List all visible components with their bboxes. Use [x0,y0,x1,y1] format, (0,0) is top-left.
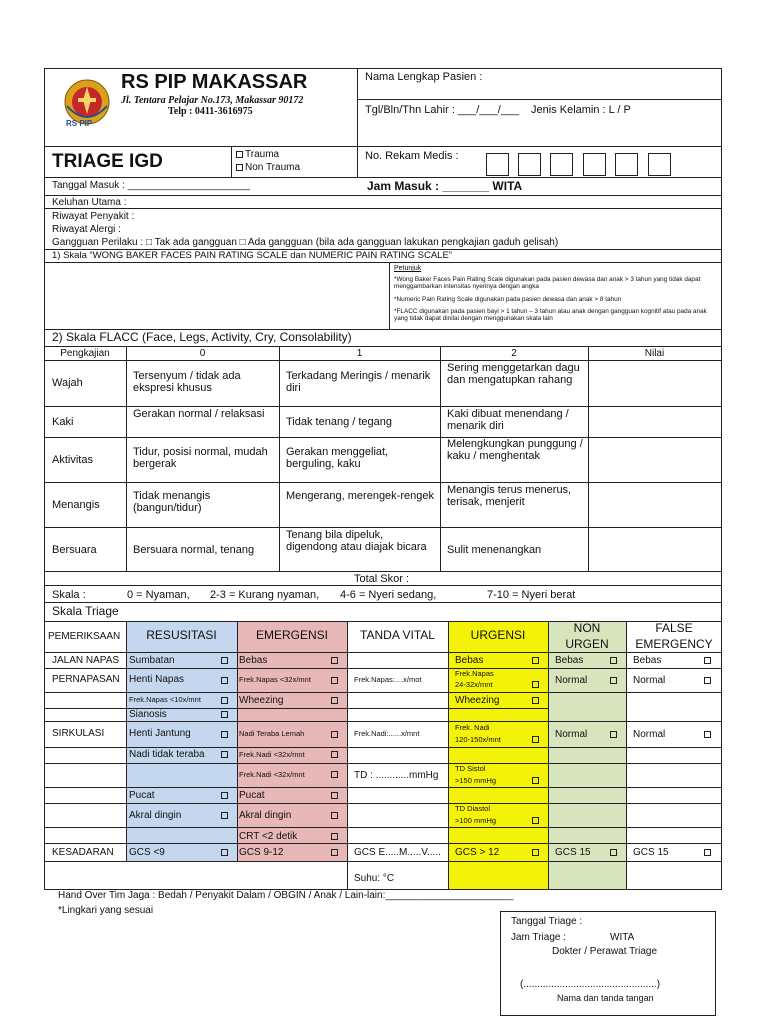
cell-bebas-e: Bebas [239,655,268,666]
cell-akral-e: Akral dingin [239,810,292,821]
jalan-napas-label: JALAN NAPAS [52,655,120,666]
cell-nadi-lemah: Nadi Teraba Lemah [239,729,305,738]
cell-normal-n: Normal [555,675,588,686]
flacc-cell: Tidak menangis (bangun/tidur) [133,490,211,515]
checkbox[interactable] [532,849,539,856]
checkbox[interactable] [331,771,338,778]
checkbox[interactable] [532,736,539,743]
flacc-cell: Bersuara normal, tenang [133,544,255,556]
skala-kurang-nyaman: 2-3 = Kurang nyaman, [210,589,320,601]
checkbox[interactable] [532,681,539,688]
checkbox[interactable] [221,677,228,684]
cell-frek-napas-e: Frek.Napas <32x/mnt [239,675,311,684]
cell-frek-nadi-e1: Frek.Nadi <32x/mnt [239,750,305,759]
hospital-phone: Telp : 0411-3616975 [168,106,253,117]
checkbox[interactable] [221,751,228,758]
hospital-address: Jl. Tentara Pelajar No.173, Makassar 90172 [121,95,304,106]
checkbox[interactable] [704,657,711,664]
cell-td-sistol-1: TD Sistol [455,764,486,773]
checkbox[interactable] [704,849,711,856]
checkbox[interactable] [331,751,338,758]
flacc-cell: Tersenyum / tidak ada ekspresi khusus [133,370,241,395]
trauma-option[interactable]: Trauma [236,149,279,160]
flacc-title: 2) Skala FLACC (Face, Legs, Activity, Cry, Consolability) [52,330,352,344]
cell-gcs-n: GCS 15 [555,847,591,858]
checkbox[interactable] [221,849,228,856]
cell-normal-f: Normal [633,675,666,686]
cell-henti-jantung: Henti Jantung [129,728,191,739]
cell-bebas-f: Bebas [633,655,662,666]
cell-frek-nadi-tv: Frek.Nadi:......x/mnt [354,729,420,738]
checkbox[interactable] [331,812,338,819]
page-title: TRIAGE IGD [52,151,163,172]
cell-gcs-e: GCS 9-12 [239,847,284,858]
handover[interactable]: Hand Over Tim Jaga : Bedah / Penyakit Dalam / OBGIN / Anak / Lain-lain:_______________________ [58,890,514,901]
flacc-row-label: Bersuara [52,544,97,556]
flacc-header-pengkajian: Pengkajian [60,348,110,359]
header-tanda-vital: TANDA VITAL [360,628,435,642]
flacc-cell: Mengerang, merengek-rengek [286,490,434,502]
mrn-box-3[interactable] [550,153,573,176]
petunjuk-label: Petunjuk [394,265,422,272]
checkbox[interactable] [221,657,228,664]
mrn-box-1[interactable] [486,153,509,176]
checkbox[interactable] [221,711,228,718]
header-urgensi: URGENSI [470,628,526,642]
skala-nyeri-sedang: 4-6 = Nyeri sedang, [340,589,437,601]
cell-frek-napas-u2: 24-32x/mnt [455,680,493,689]
flacc-cell: Tidur, posisi normal, mudah bergerak [133,446,268,471]
checkbox[interactable] [610,849,617,856]
triage-title: Skala Triage [52,604,119,618]
cell-gcs-r: GCS <9 [129,847,165,858]
skala-nyeri-berat: 7-10 = Nyeri berat [487,589,576,601]
cell-nadi-tidak: Nadi tidak teraba [129,749,205,760]
checkbox[interactable] [221,792,228,799]
sirkulasi-label: SIRKULASI [52,728,105,739]
cell-sumbatan: Sumbatan [129,655,175,666]
logo-text: RS PIP [66,119,93,128]
flacc-cell: Tidak tenang / tegang [286,416,393,428]
header-resusitasi: RESUSITASI [146,628,217,642]
wita-label: WITA [610,932,635,943]
pernapasan-label: PERNAPASAN [52,674,120,685]
cell-wheezing-u: Wheezing [455,695,500,706]
checkbox[interactable] [331,731,338,738]
checkbox[interactable] [331,677,338,684]
tanggal-triage[interactable]: Tanggal Triage : [511,916,583,927]
flacc-cell: Terkadang Meringis / menarik diri [286,370,431,395]
cell-normal-n2: Normal [555,729,588,740]
cell-suhu: Suhu: °C [354,873,395,884]
cell-gcs-u: GCS > 12 [455,847,500,858]
flacc-header-2: 2 [511,348,517,359]
tanggal-masuk[interactable]: Tanggal Masuk : ______________________ [52,180,250,191]
checkbox[interactable] [331,849,338,856]
flacc-cell: Kaki dibuat menendang / menarik diri [447,408,569,433]
checkbox[interactable] [331,657,338,664]
jam-masuk[interactable]: Jam Masuk : _______ WITA [367,179,523,193]
checkbox[interactable] [532,697,539,704]
keluhan-utama[interactable]: Keluhan Utama : [52,197,127,208]
riwayat-alergi[interactable]: Riwayat Alergi : [52,224,121,235]
header-emergensi: EMERGENSI [255,628,328,642]
checkbox[interactable] [532,777,539,784]
cell-td-tv: TD : ............mmHg [354,770,439,781]
signature-dots[interactable]: (................................................) [520,979,661,990]
cell-normal-f2: Normal [633,729,666,740]
kesadaran-label: KESADARAN [52,847,114,858]
cell-wheezing-e: Wheezing [239,695,284,706]
flacc-cell: Gerakan normal / relaksasi [133,408,265,420]
header-false-1: FALSE [655,621,693,635]
flacc-row-label: Menangis [52,499,100,511]
checkbox[interactable] [532,657,539,664]
checkbox[interactable] [704,677,711,684]
checkbox[interactable] [331,792,338,799]
patient-name-label: Nama Lengkap Pasien : [365,71,483,83]
cell-pucat-r: Pucat [129,790,155,801]
checkbox[interactable] [704,731,711,738]
header-false-2: EMERGENCY [635,637,713,651]
mrn-box-5[interactable] [615,153,638,176]
header-non-urgen-1: NON [573,621,601,635]
cell-crt: CRT <2 detik [239,831,298,842]
mrn-box-4[interactable] [583,153,606,176]
checkbox[interactable] [610,731,617,738]
cell-frek-nadi-e2: Frek.Nadi <32x/mnt [239,770,305,779]
non-trauma-checkbox[interactable] [236,164,243,171]
mrn-box-2[interactable] [518,153,541,176]
cell-td-diastol-1: TD Diastol [455,804,491,813]
dob-label: Tgl/Bln/Thn Lahir : ___/___/___ [365,104,520,116]
cell-frek-napas-r: Frek.Napas <10x/mnt [129,695,201,704]
cell-akral-r: Akral dingin [129,810,182,821]
pain-scale-title: 1) Skala “WONG BAKER FACES PAIN RATING SCALE dan NUMERIC PAIN RATING SCALE” [52,250,452,261]
cell-bebas-u: Bebas [455,655,484,666]
cell-pucat-e: Pucat [239,790,265,801]
checkbox[interactable] [221,731,228,738]
cell-td-sistol-2: >150 mmHg [455,776,497,785]
checkbox[interactable] [221,812,228,819]
gender-label: Jenis Kelamin : L / P [531,104,631,116]
lingkari-note: *Lingkari yang sesuai [58,905,154,916]
cell-frek-nadi-u2: 120-150x/mnt [455,735,501,744]
skala-nyaman: 0 = Nyaman, [127,589,190,601]
checkbox[interactable] [532,817,539,824]
cell-frek-napas-u1: Frek.Napas [455,669,494,678]
header-pemeriksaan: PEMERIKSAAN [48,631,121,642]
flacc-cell: Menangis terus menerus, terisak, menjerit [447,484,572,509]
mrn-box-6[interactable] [648,153,671,176]
flacc-row-label: Wajah [52,377,83,389]
flacc-header-1: 1 [356,348,363,359]
flacc-header-0: 0 [199,348,206,359]
cell-gcs-f: GCS 15 [633,847,669,858]
dokter-label: Dokter / Perawat Triage [552,946,658,957]
cell-frek-napas-tv: Frek.Napas:....x/mot [354,675,422,684]
nama-tanda-tangan: Nama dan tanda tangan [557,993,654,1003]
skala-label: Skala : [52,589,86,601]
flacc-cell: Sulit menenangkan [447,544,542,556]
flacc-cell: Tenang bila dipeluk, digendong atau diajak bicara [286,529,427,554]
flacc-header-nilai: Nilai [644,348,665,359]
flacc-row-label: Aktivitas [52,454,93,466]
flacc-row-label: Kaki [52,416,74,428]
flacc-cell: Gerakan menggeliat, berguling, kaku [286,446,389,471]
gangguan-perilaku[interactable]: Gangguan Perilaku : □ Tak ada gangguan □ Ada gangguan (bila ada gangguan lakukan pengkajian gaduh gelisah) [52,237,559,248]
trauma-checkbox[interactable] [236,151,243,158]
riwayat-penyakit[interactable]: Riwayat Penyakit : [52,211,135,222]
checkbox[interactable] [331,697,338,704]
pain-note-1: *Wong Baker Faces Pain Rating Scale digunakan pada pasien dewasa dan anak > 3 tahun yang tidak dapat menggambarkan intensitas nyerinya dengan angka [394,276,701,291]
checkbox[interactable] [610,657,617,664]
jam-triage[interactable]: Jam Triage : [511,932,567,943]
cell-sianosis: Sianosis [129,709,167,720]
pain-note-3: *FLACC digunakan pada pasien bayi > 1 tahun – 3 tahun atau anak dengan gangguan kognitif atau pada anak yang tidak dapat dinilai dengan menggunakan skala lain [394,308,707,323]
cell-gcs-tv: GCS E.....M.....V..... [354,847,441,858]
cell-frek-nadi-u1: Frek. Nadi [455,723,490,732]
checkbox[interactable] [221,697,228,704]
checkbox[interactable] [331,833,338,840]
hospital-name: RS PIP MAKASSAR [121,71,308,93]
cell-henti-napas: Henti Napas [129,674,185,685]
total-skor: Total Skor : [354,573,410,585]
header-non-urgen-2: URGEN [565,637,609,651]
cell-bebas-n: Bebas [555,655,584,666]
mrn-label: No. Rekam Medis : [365,150,459,162]
pain-note-2: *Numeric Pain Rating Scale digunakan pada pasien dewasa dan anak > 8 tahun [394,296,622,303]
flacc-cell: Sering menggetarkan dagu dan mengatupkan rahang [447,362,580,387]
checkbox[interactable] [610,677,617,684]
flacc-cell: Melengkungkan punggung / kaku / menghentak [447,438,583,463]
cell-td-diastol-2: >100 mmHg [455,816,497,825]
non-trauma-option[interactable]: Non Trauma [236,162,300,173]
